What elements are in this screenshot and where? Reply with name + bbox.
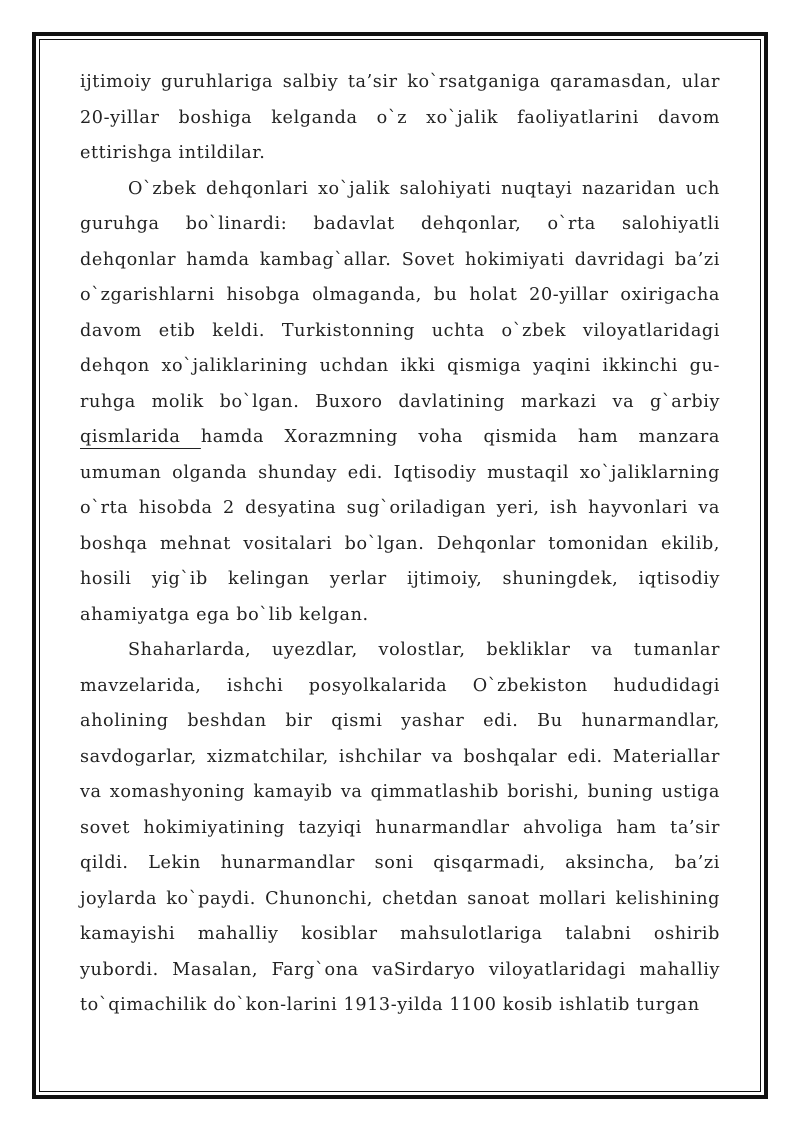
paragraph-3 bbox=[80, 633, 720, 1024]
paragraph-2-text-a: O`zbek dehqonlari xo`jalik salohiyati nuqtayi nazaridan uch guruhga bo`linardi: badavlat dehqonlar, o`rta salohiyatli dehqonlar hamda kambag`allar. Sovet hokimiyati davridagi ba’zi o`zgarishlarni hisobga olmaganda, bu holat 20-yillar oxirigacha davom etib keldi. Turkistonning uchta o`zbek viloyatlaridagi dehqon xo`jaliklarining uchdan ikki qismiga yaqini ikkinchi gu-ruhga molik bo`lgan. Buxoro davlatining markazi va g`arbiy bbox=[80, 178, 720, 412]
paragraph-1-text: ijtimoiy guruhlariga salbiy ta’sir ko`rsatganiga qaramasdan, ular 20-yillar boshiga kelganda o`z xo`jalik faoliyatlarini davom ettirishga intildilar. bbox=[80, 72, 720, 163]
paragraph-2 bbox=[80, 172, 720, 634]
underlined-word: qismlarida bbox=[80, 427, 201, 447]
paragraph-1 bbox=[80, 65, 720, 172]
paragraph-3-text: Shaharlarda, uyezdlar, volostlar, bekliklar va tumanlar mavzelarida, ishchi posyolkalarida O`zbekiston hududidagi aholining beshdan bir qismi yashar edi. Bu hunarmandlar, savdogarlar, xizmatchilar, ishchilar va boshqalar edi. Materiallar va xomashyoning kamayib va qimmatlashib borishi, buning ustiga sovet hokimiyatining tazyiqi hunarmandlar ahvoliga ham ta’sir qildi. Lekin hunarmandlar soni qisqarmadi, aksincha, ba’zi joylarda ko`paydi. Chunonchi, chetdan sanoat mollari kelishining kamayishi mahalliy kosiblar mahsulotlariga talabni oshirib yubordi. Masalan, Farg`ona vaSirdaryo viloyatlaridagi mahalliy to`qimachilik do`kon-larini 1913-yilda 1100 kosib ishlatib turgan bbox=[80, 640, 720, 1015]
paragraph-2-text-b: hamda Xorazmning voha qismida ham manzara umuman olganda shunday edi. Iqtisodiy mustaqil xo`jaliklarning o`rta hisobda 2 desyatina sug`oriladigan yeri, ish hayvonlari va boshqa mehnat vositalari bo`lgan. Dehqonlar tomonidan ekilib, hosili yig`ib kelingan yerlar ijtimoiy, shuningdek, iqtisodiy ahamiyatga ega bo`lib kelgan. bbox=[80, 427, 720, 625]
document-body bbox=[80, 65, 720, 1024]
